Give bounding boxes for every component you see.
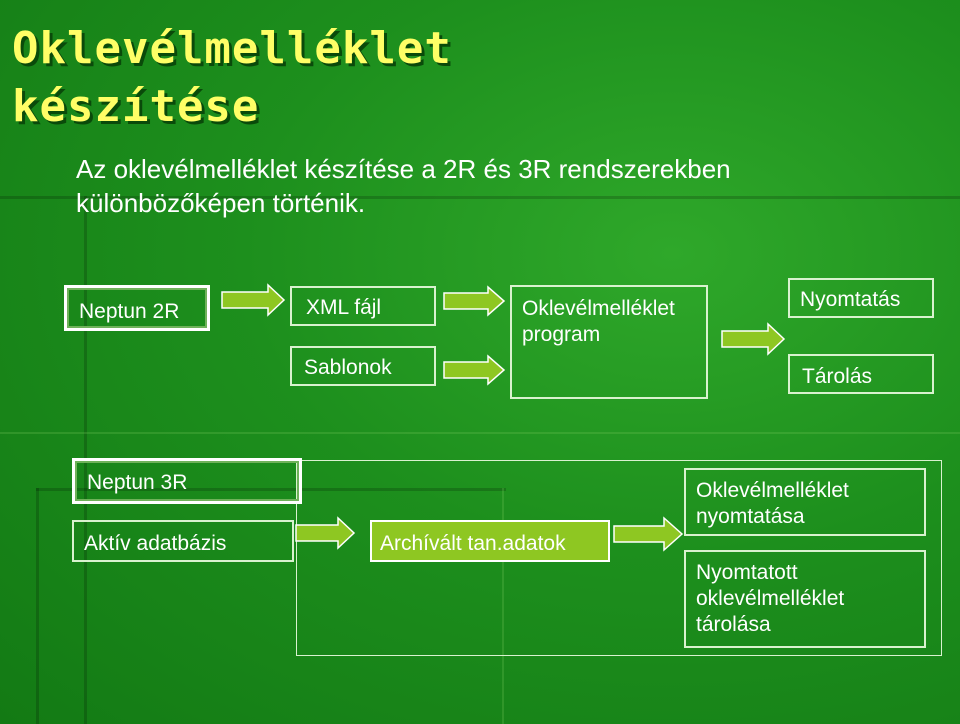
- xml-file-label: XML fájl: [306, 296, 382, 319]
- templates-box: [290, 346, 436, 386]
- arrow-program-to-outputs: [722, 324, 784, 354]
- print-box: [788, 278, 934, 318]
- storage-box: [788, 354, 934, 394]
- xml-file-box: [290, 286, 436, 326]
- neptun-2r-label: Neptun 2R: [79, 300, 180, 323]
- slide-title-line2: készítése: [12, 81, 260, 132]
- arrow-xml-to-program: [444, 287, 504, 315]
- arrow-archive-to-outputs: [614, 518, 682, 550]
- decor-line: [36, 488, 39, 724]
- active-database-label: Aktív adatbázis: [84, 532, 227, 555]
- neptun-3r-box: [72, 458, 302, 504]
- print-3r-box: [684, 468, 926, 536]
- arrow-templates-to-program: [444, 356, 504, 384]
- archive-box: [370, 520, 610, 562]
- storage-3r-label: Nyomtatott oklevélmelléklet tárolása: [696, 561, 845, 636]
- archive-label: Archívált tan.adatok: [380, 532, 566, 555]
- templates-label: Sablonok: [304, 356, 392, 379]
- slide-title: [12, 20, 452, 136]
- storage-3r-box: [684, 550, 926, 648]
- slide-subtitle: Az oklevélmelléklet készítése a 2R és 3R rendszerekben különbözőképen történik.: [76, 154, 731, 218]
- storage-label: Tárolás: [802, 365, 873, 388]
- arrow-2r-to-inputs: [222, 285, 284, 315]
- arrow-database-to-archive: [296, 518, 354, 548]
- print-label: Nyomtatás: [800, 288, 901, 311]
- active-database-box: [72, 520, 294, 562]
- neptun-3r-label: Neptun 3R: [87, 471, 188, 494]
- program-label: Oklevélmelléklet program: [522, 297, 675, 346]
- program-box: [510, 285, 708, 399]
- decor-line: [0, 432, 960, 434]
- neptun-2r-box: [64, 285, 210, 331]
- slide-title-line1: Oklevélmelléklet: [12, 23, 452, 74]
- print-3r-label: Oklevélmelléklet nyomtatása: [696, 479, 849, 528]
